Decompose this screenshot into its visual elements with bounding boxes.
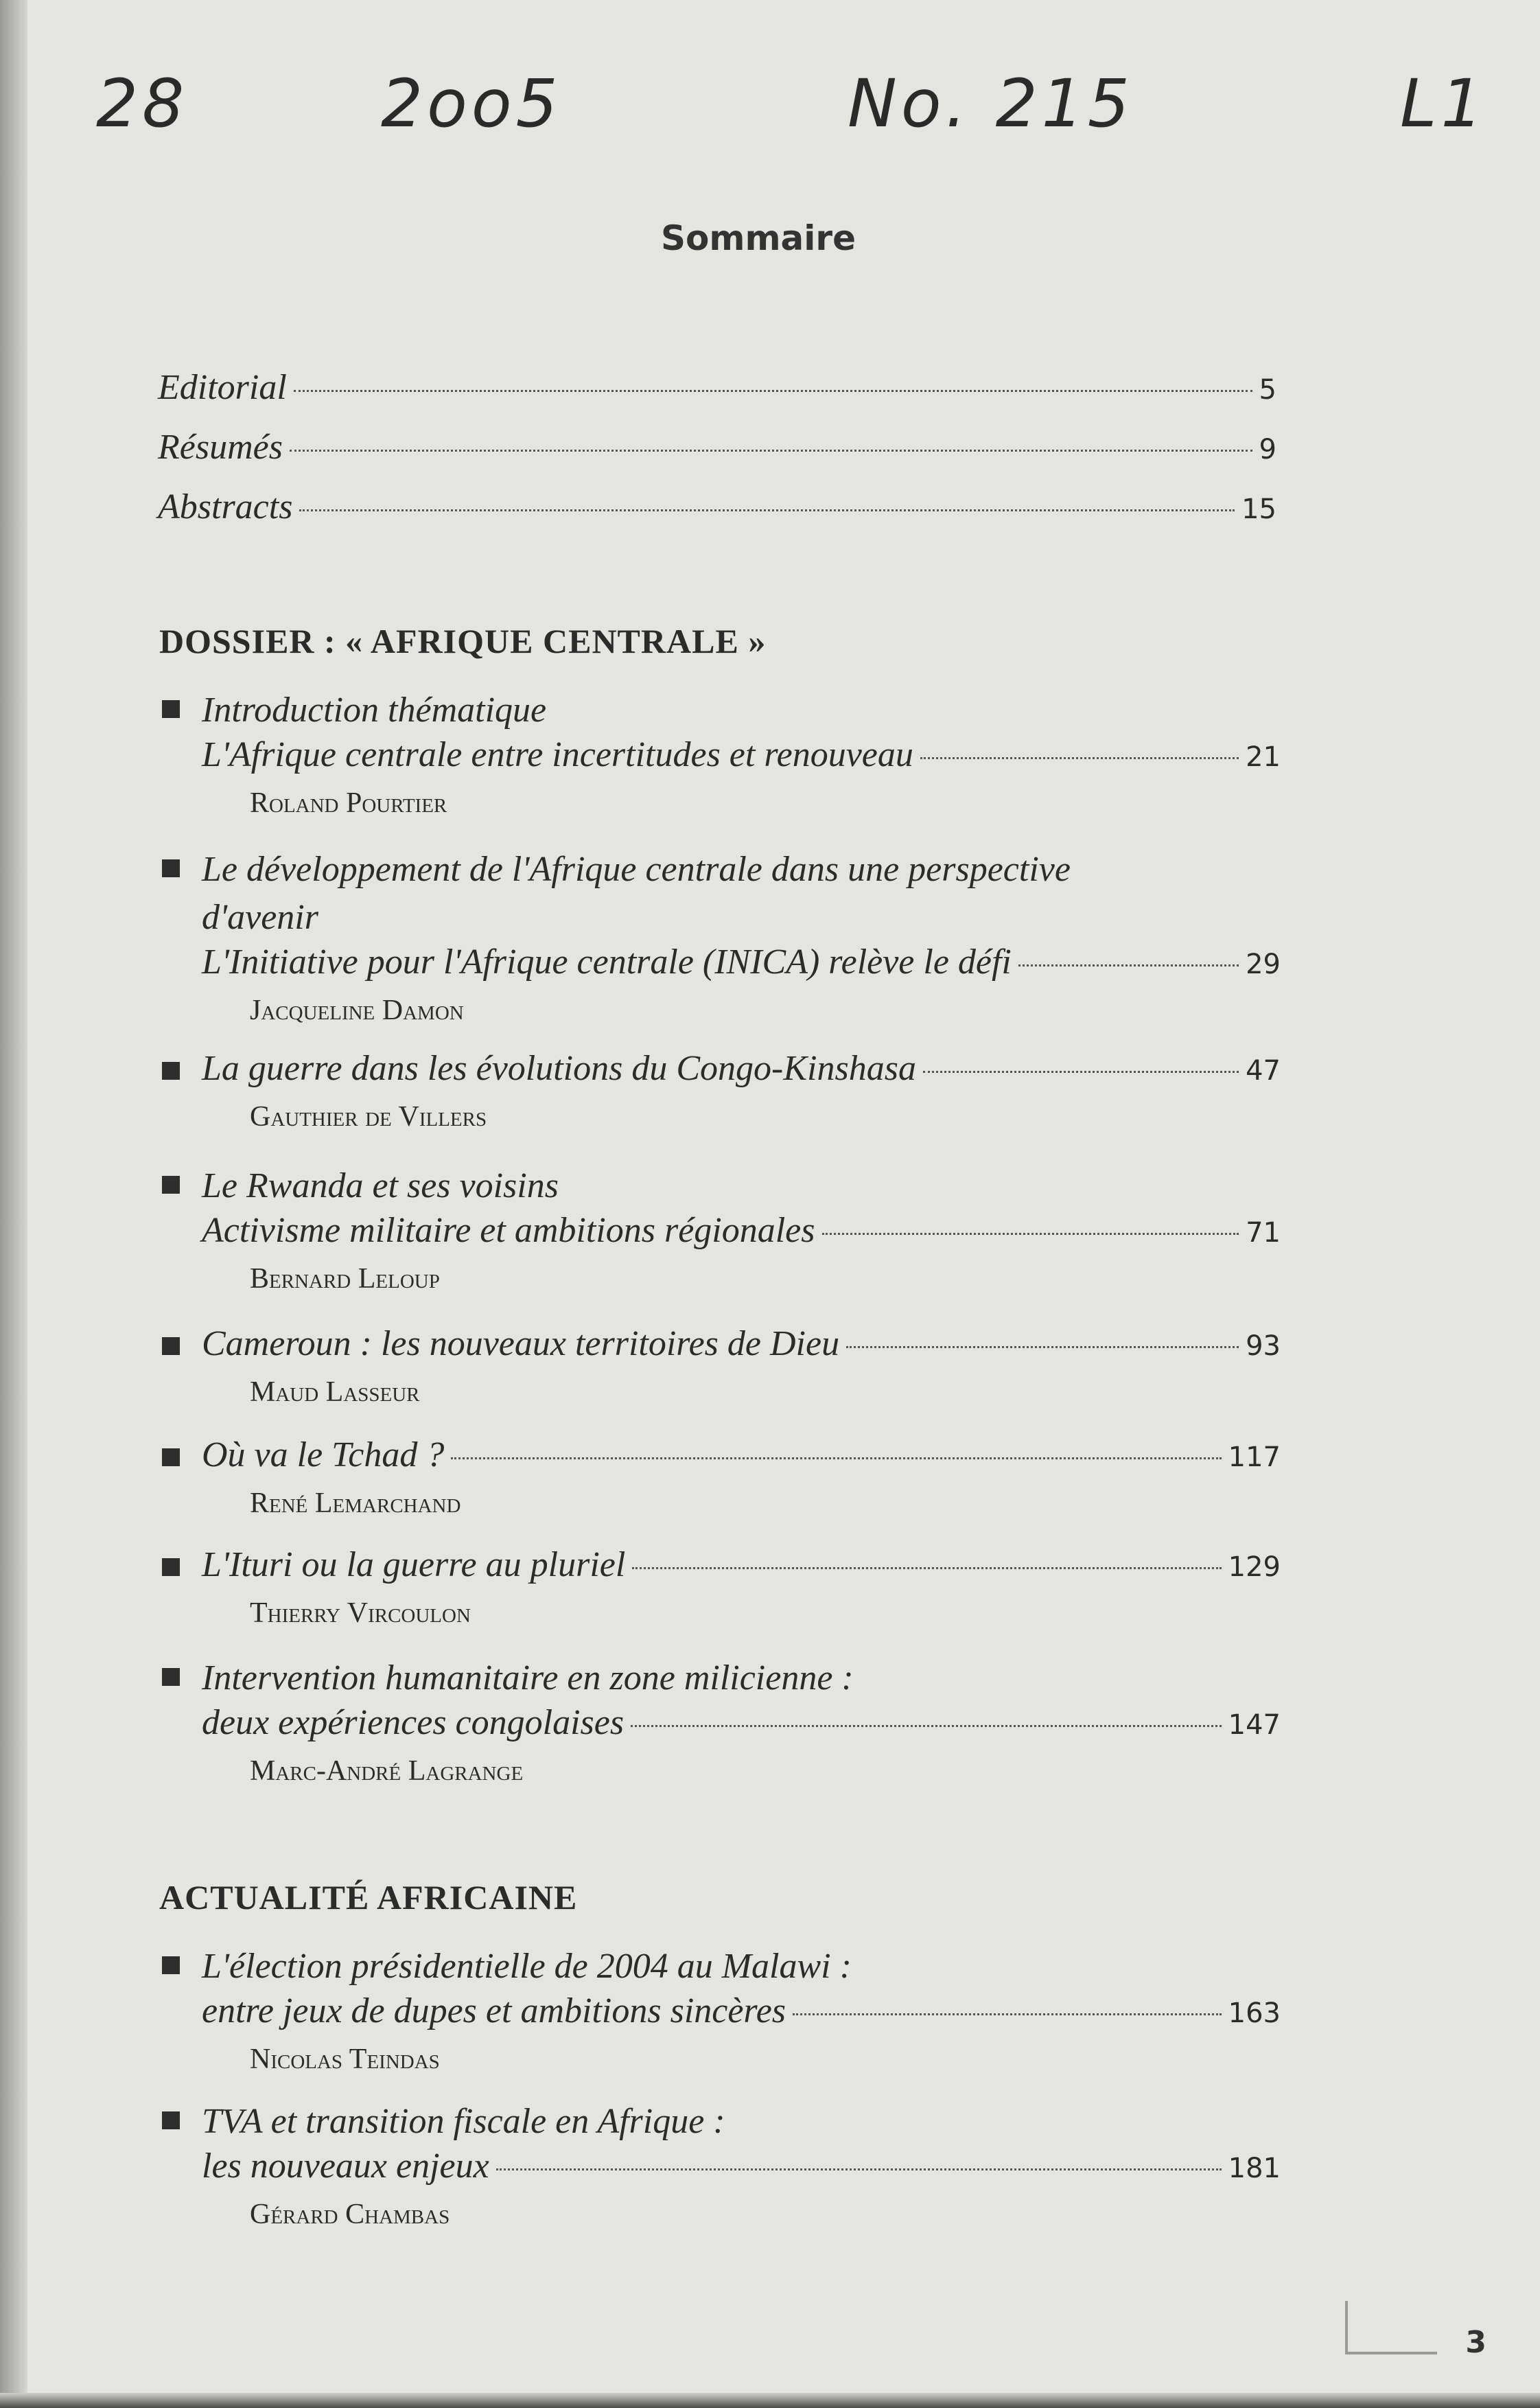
entry-author: Jacqueline Damon	[250, 995, 464, 1026]
entry-title-row	[202, 734, 1281, 783]
toc-entry[interactable]	[162, 686, 1281, 824]
entry-title-line: d'avenir	[202, 898, 318, 937]
bullet-square-icon	[162, 859, 180, 877]
leader-dots	[632, 1567, 1221, 1569]
toc-page: 5	[1259, 374, 1276, 406]
page-number: 3	[1465, 2325, 1486, 2360]
entry-author: Thierry Vircoulon	[250, 1597, 471, 1629]
page-bottom-edge	[0, 2393, 1540, 2408]
section-heading-actualite: ACTUALITÉ AFRICAINE	[159, 1878, 578, 1917]
entry-title-line: Introduction thématique	[202, 691, 547, 730]
entry-page: 47	[1246, 1055, 1281, 1087]
entry-title-row	[202, 942, 1281, 990]
entry-page: 163	[1228, 1998, 1281, 2029]
entry-page: 71	[1246, 1217, 1281, 1249]
entry-author: Gérard Chambas	[250, 2199, 450, 2230]
entry-page: 117	[1228, 1442, 1281, 1473]
toc-row-resumes[interactable]	[158, 427, 1276, 487]
leader-dots	[1018, 964, 1239, 966]
toc-entry[interactable]	[162, 1048, 1281, 1137]
entry-title-row	[202, 1048, 1281, 1096]
entry-page: 21	[1246, 741, 1281, 773]
entry-title-line: L'élection présidentielle de 2004 au Malawi :	[202, 1947, 852, 1986]
entry-title: L'Initiative pour l'Afrique centrale (INICA) relève le défi	[202, 942, 1012, 982]
toc-title: Editorial	[158, 368, 287, 407]
front-matter-list	[158, 367, 1276, 546]
toc-entry[interactable]	[162, 2098, 1281, 2235]
entry-author: Marc-André Lagrange	[250, 1755, 524, 1787]
toc-entry[interactable]	[162, 1544, 1281, 1634]
bullet-square-icon	[162, 1668, 180, 1686]
entry-title-row	[202, 1323, 1281, 1371]
toc-title: Abstracts	[158, 487, 293, 526]
bullet-square-icon	[162, 1448, 180, 1466]
entry-author: Nicolas Teindas	[250, 2044, 440, 2075]
entry-title: entre jeux de dupes et ambitions sincères	[202, 1991, 786, 2030]
entry-title: L'Afrique centrale entre incertitudes et renouveau	[202, 735, 913, 774]
leader-dots	[923, 1071, 1239, 1073]
page-number-corner	[1345, 2301, 1437, 2354]
entry-author: Maud Lasseur	[250, 1376, 420, 1408]
bullet-square-icon	[162, 1176, 180, 1194]
section-heading-dossier: DOSSIER : « AFRIQUE CENTRALE »	[159, 622, 767, 660]
entry-page: 93	[1246, 1330, 1281, 1362]
entry-page: 129	[1228, 1551, 1281, 1583]
entry-title-line: Le développement de l'Afrique centrale dans une perspective	[202, 850, 1071, 889]
page-title: Sommaire	[660, 218, 856, 258]
entry-title: Cameroun : les nouveaux territoires de Dieu	[202, 1324, 840, 1363]
toc-entry[interactable]	[162, 1162, 1281, 1299]
handwritten-note-3: No. 215	[848, 65, 1134, 142]
entry-title: La guerre dans les évolutions du Congo-Kinshasa	[202, 1049, 916, 1088]
entry-title-line: Le Rwanda et ses voisins	[202, 1166, 559, 1205]
entry-title-row	[202, 1991, 1281, 2039]
bullet-square-icon	[162, 1062, 180, 1080]
entry-page: 147	[1228, 1709, 1281, 1741]
toc-entry[interactable]	[162, 1943, 1281, 2080]
entry-title: L'Ituri ou la guerre au pluriel	[202, 1545, 626, 1584]
leader-dots	[631, 1725, 1222, 1727]
bullet-square-icon	[162, 1558, 180, 1576]
entry-title: Où va le Tchad ?	[202, 1435, 445, 1474]
entry-title-row	[202, 1435, 1281, 1483]
toc-entry[interactable]	[162, 1323, 1281, 1413]
entry-page: 29	[1246, 949, 1281, 980]
toc-row-editorial[interactable]	[158, 367, 1276, 427]
entry-page: 181	[1228, 2153, 1281, 2184]
entry-author: Bernard Leloup	[250, 1263, 440, 1295]
entry-title: les nouveaux enjeux	[202, 2146, 489, 2186]
bullet-square-icon	[162, 1956, 180, 1974]
entry-author: René Lemarchand	[250, 1487, 461, 1519]
entry-title: Activisme militaire et ambitions régionales	[202, 1211, 815, 1250]
leader-dots	[496, 2168, 1222, 2170]
leader-dots	[451, 1457, 1221, 1459]
bullet-square-icon	[162, 700, 180, 718]
leader-dots	[793, 2013, 1222, 2015]
handwritten-note-4: L1	[1400, 65, 1487, 142]
leader-dots	[299, 509, 1235, 511]
entry-title-row	[202, 1702, 1281, 1750]
entry-title-row	[202, 1210, 1281, 1258]
toc-page: 9	[1259, 434, 1276, 465]
entry-author: Roland Pourtier	[250, 787, 447, 819]
bullet-square-icon	[162, 2111, 180, 2129]
leader-dots	[290, 450, 1252, 452]
leader-dots	[294, 390, 1252, 392]
entry-title-row	[202, 2146, 1281, 2194]
entry-title-row	[202, 1544, 1281, 1593]
entry-title-line: TVA et transition fiscale en Afrique :	[202, 2102, 725, 2141]
entry-title: deux expériences congolaises	[202, 1703, 625, 1742]
bullet-square-icon	[162, 1337, 180, 1355]
toc-entry[interactable]	[162, 1654, 1281, 1792]
page-binding-shadow	[0, 0, 27, 2408]
toc-entry[interactable]	[162, 1435, 1281, 1524]
toc-entry[interactable]	[162, 846, 1281, 1031]
entry-author: Gauthier de Villers	[250, 1101, 487, 1133]
toc-title: Résumés	[158, 428, 283, 467]
entry-title-line: Intervention humanitaire en zone milicienne :	[202, 1658, 854, 1698]
handwritten-note-2: 2oo5	[381, 65, 562, 142]
handwritten-note-1: 28	[96, 65, 189, 142]
leader-dots	[822, 1233, 1239, 1235]
toc-row-abstracts[interactable]	[158, 487, 1276, 546]
leader-dots	[846, 1346, 1239, 1348]
toc-page: 15	[1241, 494, 1276, 525]
leader-dots	[920, 757, 1239, 759]
